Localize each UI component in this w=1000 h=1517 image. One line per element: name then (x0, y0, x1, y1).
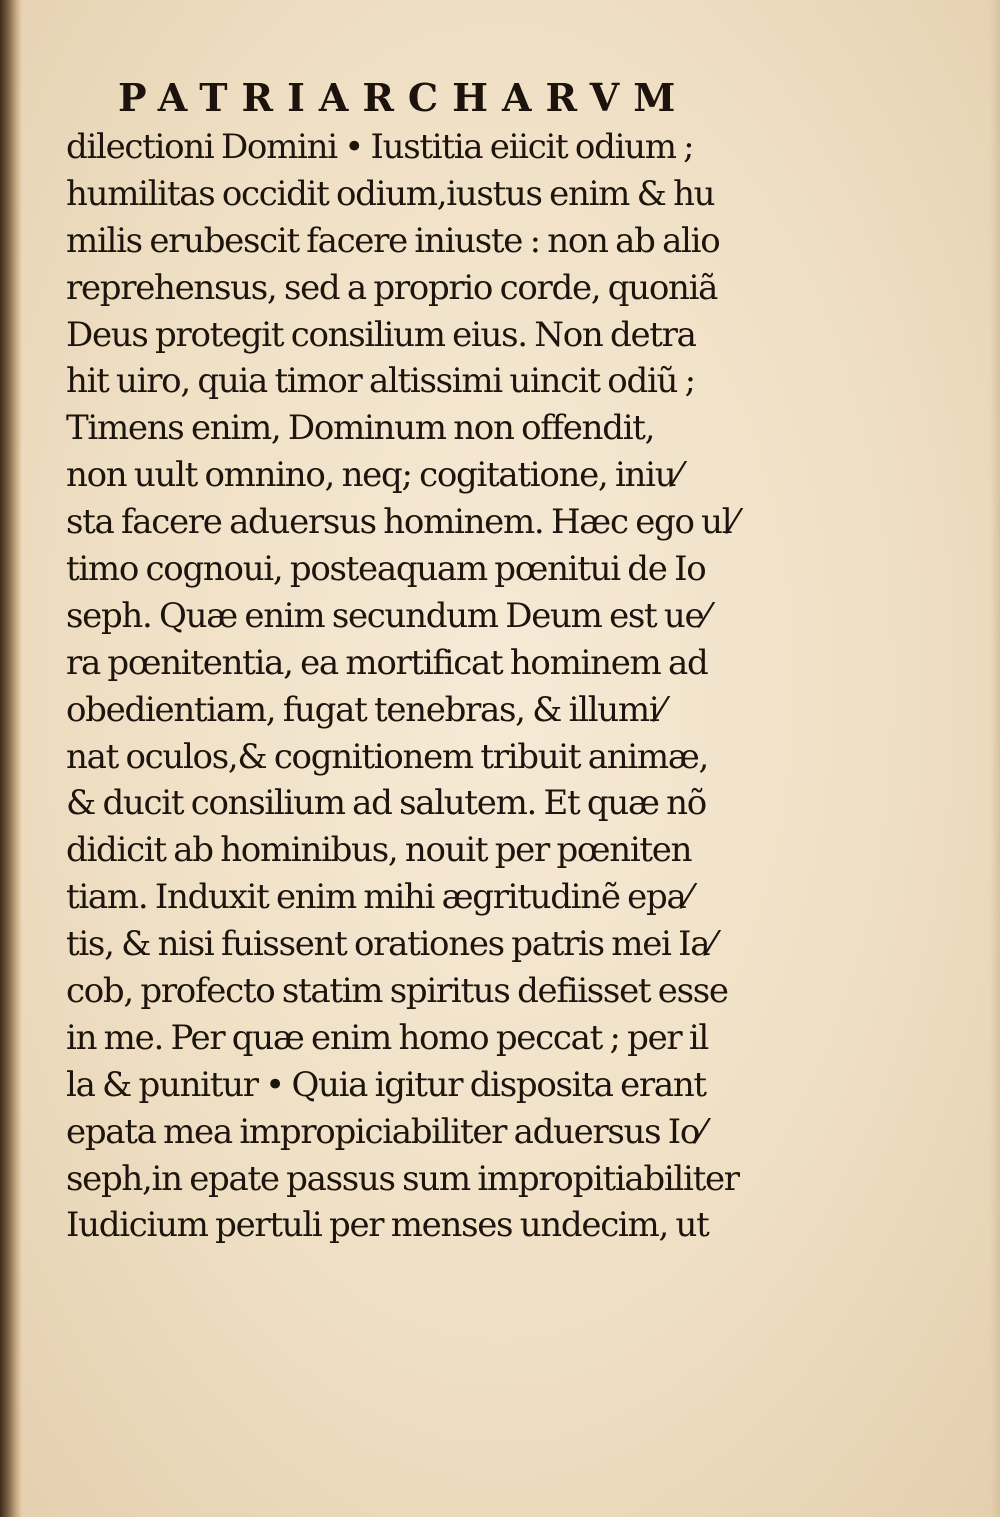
text-line: obedientiam, fugat tenebras, & illumi⁄ (66, 689, 663, 730)
binding-shadow (0, 0, 22, 1517)
text-line: in me. Per quæ enim homo peccat ; per il (66, 1017, 709, 1058)
text-line: didicit ab hominibus, nouit per pœniten (66, 830, 692, 871)
text-line: Iudicium pertuli per menses undecim, ut (66, 1205, 709, 1246)
text-line: cob, profecto statim spiritus defiisset esse (66, 971, 728, 1012)
text-line: hit uiro, quia timor altissimi uincit odiũ ; (66, 361, 695, 402)
page-edge (990, 0, 1000, 1517)
text-line: dilectioni Domini • Iustitia eiicit odium ; (66, 127, 694, 167)
text-line: epata mea impropiciabiliter aduersus Io⁄ (66, 1111, 704, 1152)
text-line: sta facere aduersus hominem. Hæc ego ul⁄ (66, 502, 736, 543)
running-head: PATRIARCHARVM (118, 75, 690, 120)
text-line: ra pœnitentia, ea mortificat hominem ad (66, 642, 708, 683)
text-line: Timens enim, Dominum non offendit, (66, 408, 655, 449)
text-line: non uult omnino, neq; cogitatione, iniu⁄ (66, 455, 680, 496)
text-line: tis, & nisi fuissent orationes patris mei Ia⁄ (66, 924, 714, 965)
text-line: humilitas occidit odium,iustus enim & hu (66, 173, 715, 214)
text-line: nat oculos,& cognitionem tribuit animæ, (66, 736, 708, 777)
body-text (66, 124, 826, 1324)
text-line: reprehensus, sed a proprio corde, quoniã (66, 267, 718, 308)
text-line: timo cognoui, posteaquam pœnitui de Io (66, 549, 706, 590)
text-line: seph. Quæ enim secundum Deum est ue⁄ (66, 595, 708, 636)
text-line: seph,in epate passus sum impropitiabiliter (66, 1158, 739, 1199)
text-line: milis erubescit facere iniuste : non ab alio (66, 220, 720, 261)
text-line: la & punitur • Quia igitur disposita erant (66, 1064, 706, 1105)
text-line: & ducit consilium ad salutem. Et quæ nõ (66, 783, 706, 824)
text-line: Deus protegit consilium eius. Non detra (66, 314, 696, 355)
text-line: tiam. Induxit enim mihi ægritudinẽ epa⁄ (66, 877, 690, 918)
